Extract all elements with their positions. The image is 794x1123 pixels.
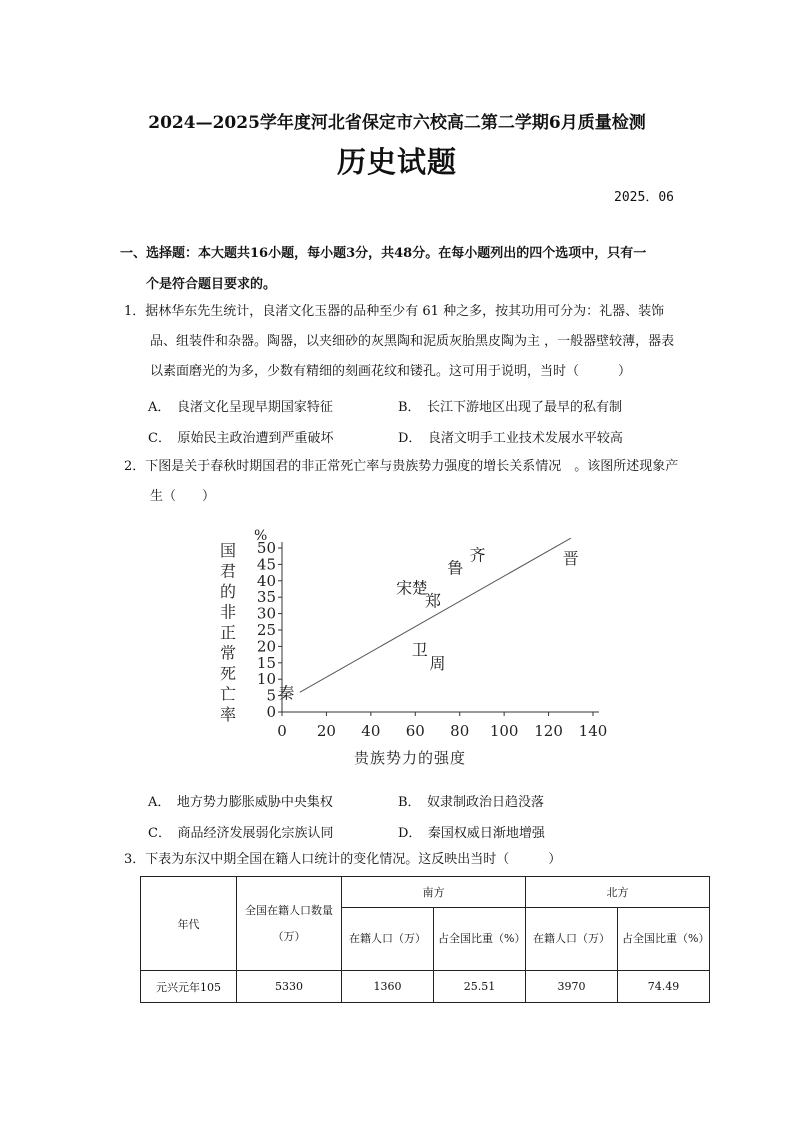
scatter-chart	[210, 520, 610, 772]
y-label-char: 死	[219, 664, 237, 683]
q1-option-d[interactable]: D． 良渚文明手工业技术发展水平较高	[398, 431, 623, 446]
x-ticks	[277, 712, 607, 740]
q1-option-c[interactable]: C． 原始民主政治遭到严重破坏	[148, 431, 334, 446]
x-tick-label: 20	[316, 722, 336, 740]
th-south-pop: 在籍人口（万）	[342, 908, 434, 971]
y-tick-label: 15	[256, 653, 276, 672]
q1-option-b[interactable]: B． 长江下游地区出现了最早的私有制	[398, 400, 623, 415]
question-1	[124, 297, 680, 387]
section-instructions	[120, 238, 680, 300]
cell-north-share: 74.49	[618, 971, 710, 1003]
data-point-label: 周	[429, 653, 446, 673]
q1-line-3: 以素面磨光的为多，少数有精细的刻画花纹和镂孔。这可用于说明，当时（ ）	[150, 364, 632, 379]
x-tick-label: 120	[534, 722, 563, 740]
th-year: 年代	[141, 877, 237, 971]
cell-south-share: 25.51	[434, 971, 526, 1003]
q1-line-2: 品、组装件和杂器。陶器，以夹细砂的灰黑陶和泥质灰胎黑皮陶为主 ，一般器壁较薄，器表	[150, 334, 675, 349]
y-label-char: 国	[219, 541, 237, 560]
question-2	[124, 452, 680, 512]
y-label-char: 的	[219, 582, 237, 601]
q2-line-2: 生（ ）	[150, 489, 216, 504]
y-tick-label: 0	[266, 703, 276, 721]
cell-north-pop: 3970	[526, 971, 618, 1003]
y-tick-label: 30	[256, 604, 276, 623]
data-point-label: 齐	[469, 545, 486, 565]
data-point-label: 宋	[396, 578, 413, 598]
y-label-char: 常	[219, 643, 237, 663]
q1-line-1: 1．据林华东先生统计，良渚文化玉器的品种至少有 61 种之多，按其功用可分为：礼器、装饰	[124, 304, 665, 319]
y-label-char: 非	[219, 602, 237, 622]
section-line-2: 个是符合题目要求的。	[146, 277, 277, 292]
data-point-label: 楚	[411, 578, 428, 598]
data-point-label: 晋	[562, 548, 579, 568]
y-label-char: 君	[219, 561, 237, 581]
x-tick-label: 40	[361, 722, 381, 740]
population-table	[140, 876, 710, 1003]
table-row	[141, 971, 710, 1003]
q1-option-a[interactable]: A． 良渚文化呈现早期国家特征	[148, 400, 333, 415]
cell-total: 5330	[237, 971, 342, 1003]
y-tick-label: 20	[256, 637, 276, 656]
q2-option-b[interactable]: B． 奴隶制政治日趋没落	[398, 795, 545, 810]
th-south: 南方	[342, 877, 526, 908]
y-unit-label: %	[254, 528, 268, 544]
y-label-char: 率	[219, 705, 237, 724]
data-point-label: 秦	[278, 683, 295, 703]
section-line-1: 一、选择题：本大题共16小题，每小题3分，共48分。在每小题列出的四个选项中，只有一	[120, 246, 647, 261]
q3-line-1: 3．下表为东汉中期全国在籍人口统计的变化情况。这反映出当时（ ）	[124, 852, 562, 867]
subject-title: 历史试题	[336, 145, 457, 179]
q2-option-d[interactable]: D． 秦国权威日渐地增强	[398, 826, 545, 841]
y-axis-label	[220, 541, 236, 724]
exam-date: 2025．06	[614, 190, 674, 205]
x-axis-label: 贵族势力的强度	[353, 749, 467, 767]
x-tick-label: 80	[450, 722, 470, 740]
th-north: 北方	[526, 877, 710, 908]
data-point-label: 鲁	[447, 558, 464, 578]
x-tick-label: 0	[277, 722, 287, 740]
y-tick-label: 50	[256, 539, 276, 557]
q2-option-a[interactable]: A． 地方势力膨胀威胁中央集权	[148, 795, 333, 810]
y-tick-label: 45	[256, 555, 276, 574]
q2-line-1: 2．下图是关于春秋时期国君的非正常死亡率与贵族势力强度的增长关系情况 。该图所述现象产	[124, 459, 679, 474]
y-tick-label: 35	[256, 588, 276, 607]
data-point-label: 郑	[425, 591, 442, 611]
th-total: 全国在籍人口数量（万）	[237, 877, 342, 971]
y-tick-label: 5	[266, 686, 276, 705]
y-tick-label: 40	[256, 571, 276, 590]
cell-year: 元兴元年105	[141, 971, 237, 1003]
x-tick-label: 60	[405, 722, 425, 740]
th-south-share: 占全国比重（%）	[434, 908, 526, 971]
x-tick-label: 100	[489, 722, 519, 740]
cell-south-pop: 1360	[342, 971, 434, 1003]
th-north-pop: 在籍人口（万）	[526, 908, 618, 971]
data-point-label: 卫	[411, 640, 428, 660]
th-north-share: 占全国比重（%）	[618, 908, 710, 971]
y-label-char: 正	[219, 623, 237, 642]
y-tick-label: 10	[256, 670, 276, 689]
question-3	[124, 845, 680, 875]
q2-option-c[interactable]: C． 商品经济发展弱化宗族认同	[148, 826, 334, 841]
y-label-char: 亡	[219, 684, 237, 704]
y-tick-label: 25	[256, 621, 276, 639]
exam-title: 2024—2025学年度河北省保定市六校高二第二学期6月质量检测	[148, 113, 646, 133]
x-tick-label: 140	[578, 722, 608, 740]
